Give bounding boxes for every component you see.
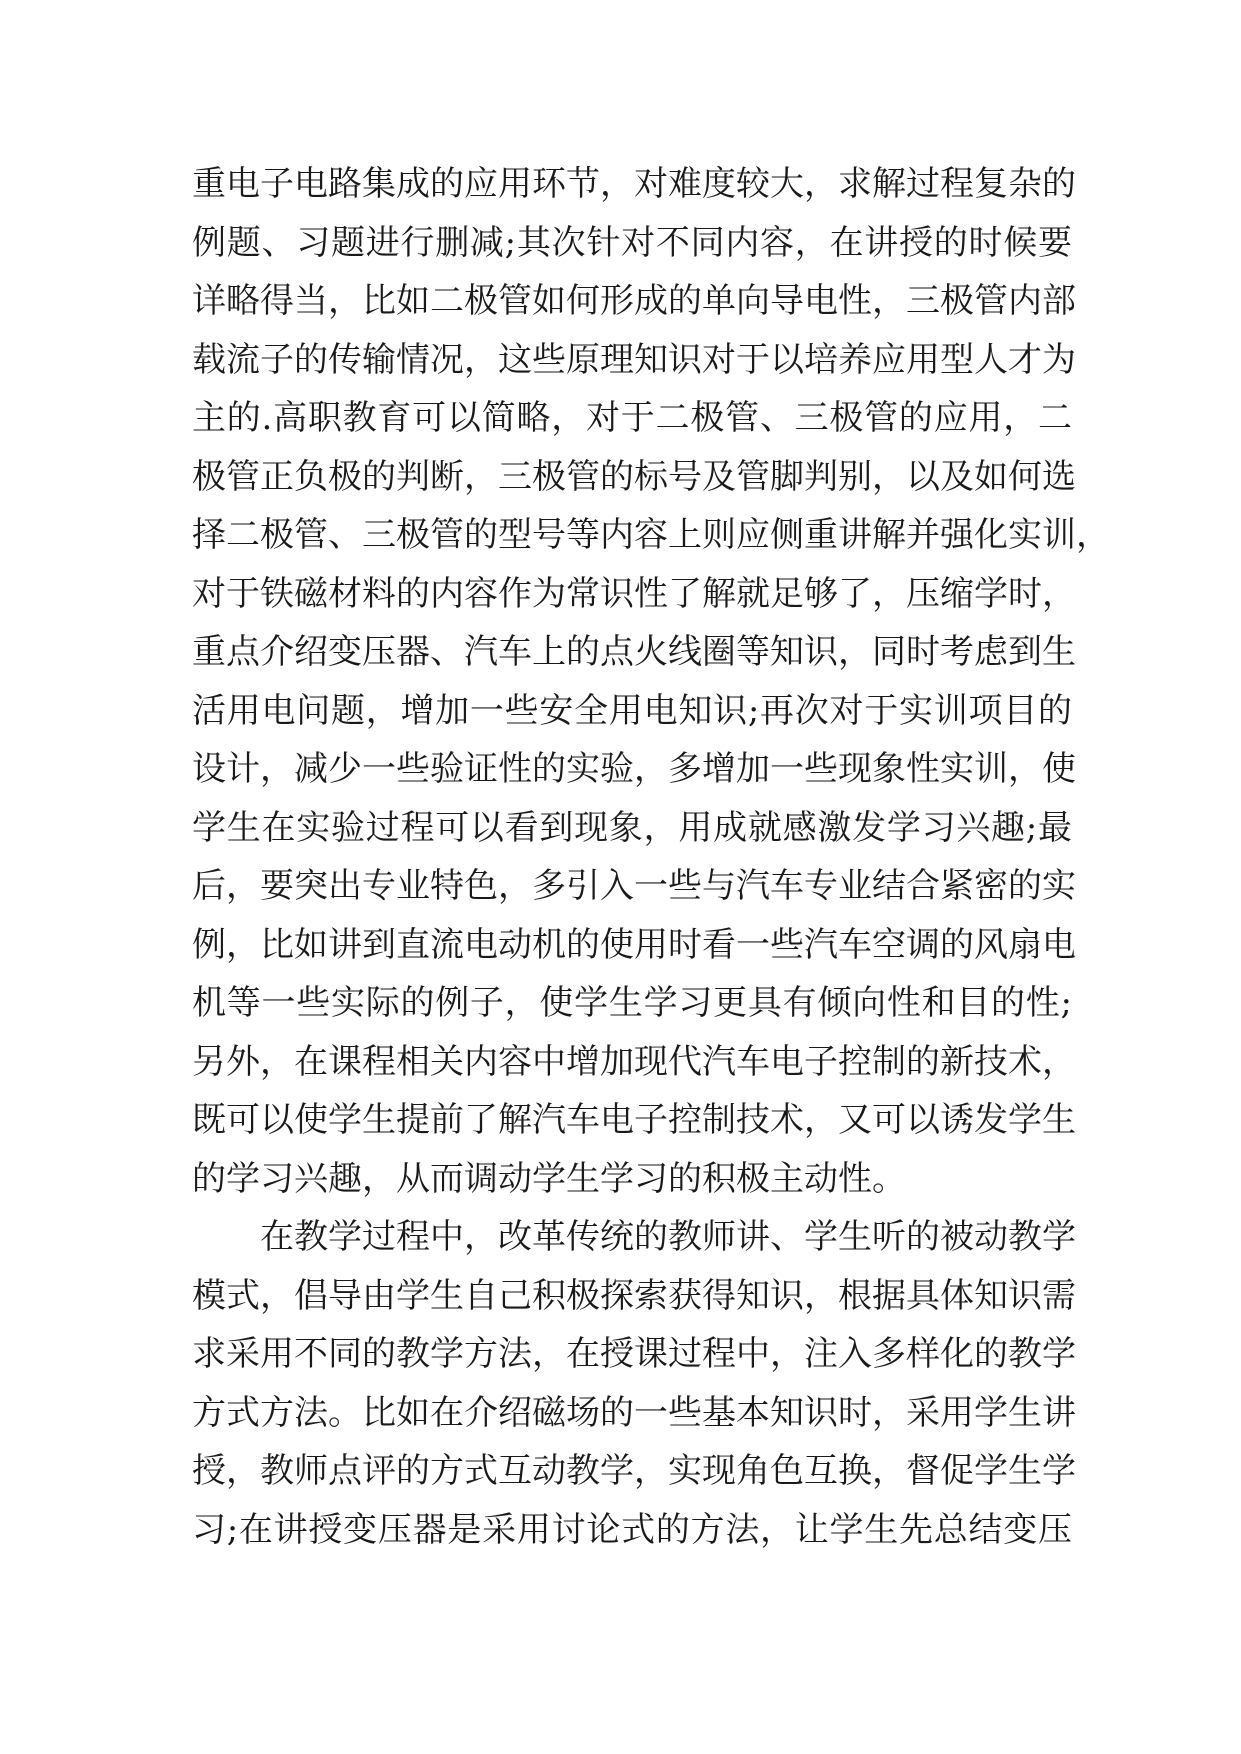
text-line: 例题、习题进行删减;其次针对不同内容，在讲授的时候要 xyxy=(192,222,1072,263)
text-line: 习;在讲授变压器是采用讨论式的方法，让学生先总结变压 xyxy=(192,1509,1072,1550)
text-line: 模式，倡导由学生自己积极探索获得知识，根据具体知识需 xyxy=(192,1275,1076,1316)
text-line: 例，比如讲到直流电动机的使用时看一些汽车空调的风扇电 xyxy=(192,924,1076,965)
text-line: 求采用不同的教学方法，在授课过程中，注入多样化的教学 xyxy=(192,1334,1076,1374)
text-line: 另外，在课程相关内容中增加现代汽车电子控制的新技术， xyxy=(192,1041,1076,1082)
body-text xyxy=(192,155,1110,1559)
text-line: 极管正负极的判断，三极管的标号及管脚判别，以及如何选 xyxy=(192,456,1076,497)
text-line: 方式方法。比如在介绍磁场的一些基本知识时，采用学生讲 xyxy=(192,1392,1076,1433)
text-line: 后，要突出专业特色，多引入一些与汽车专业结合紧密的实 xyxy=(192,866,1076,906)
text-line: 设计，减少一些验证性的实验，多增加一些现象性实训，使 xyxy=(192,749,1076,789)
text-line: 载流子的传输情况，这些原理知识对于以培养应用型人才为 xyxy=(192,339,1076,380)
text-line: 择二极管、三极管的型号等内容上则应侧重讲解并强化实训， xyxy=(192,515,1110,555)
text-line: 重电子电路集成的应用环节，对难度较大，求解过程复杂的 xyxy=(192,164,1076,204)
text-line: 活用电问题，增加一些安全用电知识;再次对于实训项目的 xyxy=(192,690,1072,731)
text-line: 机等一些实际的例子，使学生学习更具有倾向性和目的性; xyxy=(192,983,1072,1023)
text-line: 学生在实验过程可以看到现象，用成就感激发学习兴趣;最 xyxy=(192,807,1072,848)
text-line: 重点介绍变压器、汽车上的点火线圈等知识，同时考虑到生 xyxy=(192,632,1076,672)
text-line: 授，教师点评的方式互动教学，实现角色互换，督促学生学 xyxy=(192,1451,1076,1491)
text-line: 既可以使学生提前了解汽车电子控制技术，又可以诱发学生 xyxy=(192,1100,1076,1140)
text-line: 主的.高职教育可以简略，对于二极管、三极管的应用，二 xyxy=(192,398,1072,438)
text-line: 对于铁磁材料的内容作为常识性了解就足够了，压缩学时， xyxy=(192,573,1076,614)
text-line: 详略得当，比如二极管如何形成的单向导电性，三极管内部 xyxy=(192,281,1076,321)
text-line: 的学习兴趣，从而调动学生学习的积极主动性。 xyxy=(192,1158,906,1199)
text-line: 在教学过程中，改革传统的教师讲、学生听的被动教学 xyxy=(260,1217,1076,1257)
